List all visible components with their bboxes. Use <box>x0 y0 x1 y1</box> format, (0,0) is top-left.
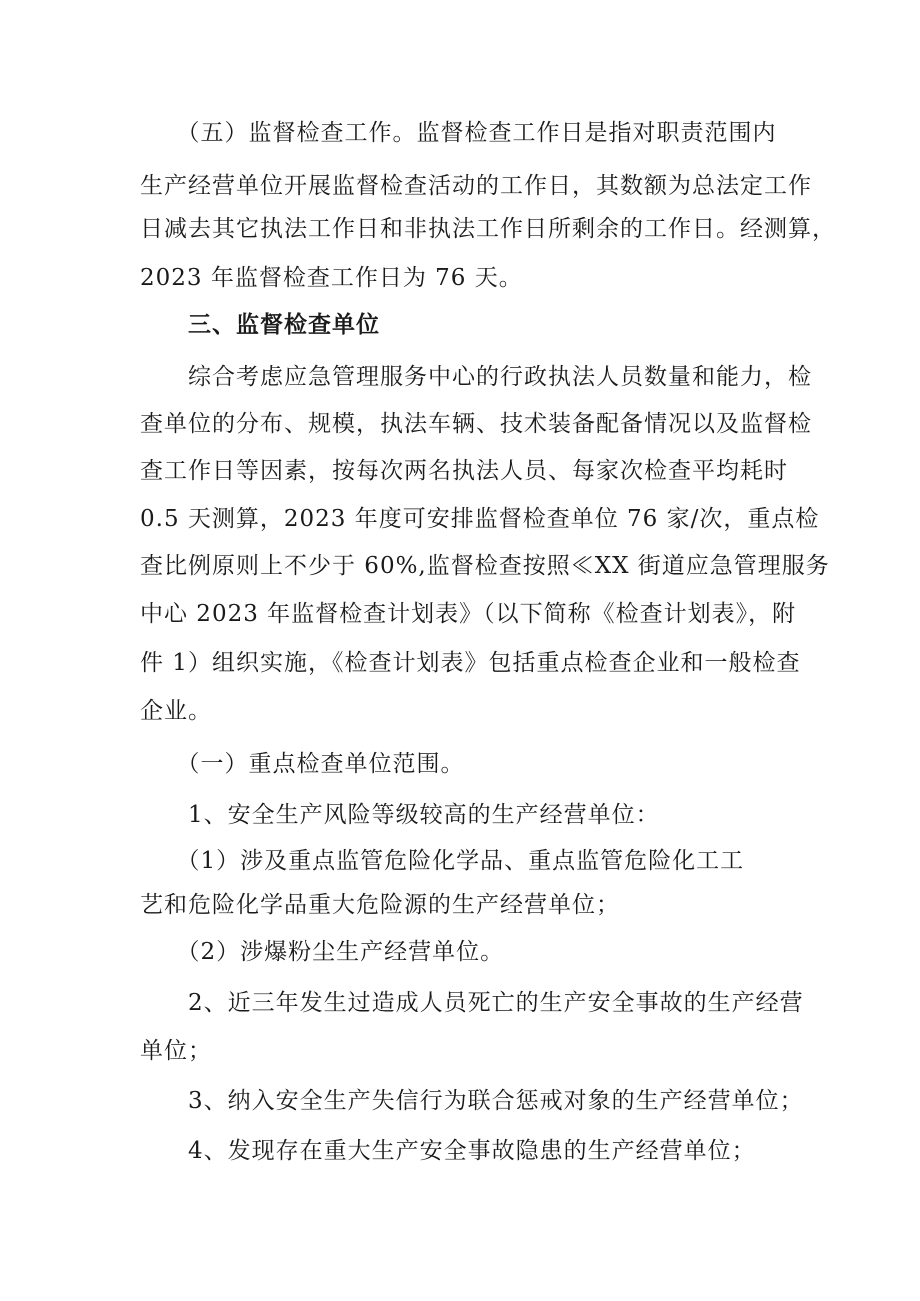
section-body-line-4: 0.5 天测算，2023 年度可安排监督检查单位 76 家/次，重点检 <box>140 506 820 532</box>
item-1-sub-2: （2）涉爆粉尘生产经营单位。 <box>140 939 505 965</box>
item-2-line-1: 2、近三年发生过造成人员死亡的生产安全事故的生产经营 <box>140 990 804 1016</box>
item-4: 4、发现存在重大生产安全事故隐患的生产经营单位； <box>140 1138 756 1164</box>
paragraph-5-line-2: 生产经营单位开展监督检查活动的工作日，其数额为总法定工作 <box>140 173 812 199</box>
section-body-line-2: 查单位的分布、规模，执法车辆、技术装备配备情况以及监督检 <box>140 411 812 437</box>
paragraph-5-line-3: 日减去其它执法工作日和非执法工作日所剩余的工作日。经测算， <box>140 216 836 242</box>
paragraph-5-line-4: 2023 年监督检查工作日为 76 天。 <box>140 265 523 291</box>
subsection-heading: （一）重点检查单位范围。 <box>140 751 465 777</box>
item-1-sub-1-line-2: 艺和危险化学品重大危险源的生产经营单位； <box>140 892 620 918</box>
item-2-line-2: 单位； <box>140 1038 212 1064</box>
item-1: 1、安全生产风险等级较高的生产经营单位： <box>140 802 660 828</box>
section-body-line-3: 查工作日等因素，按每次两名执法人员、每家次检查平均耗时 <box>140 458 788 484</box>
section-body-line-8: 企业。 <box>140 698 212 724</box>
item-1-sub-1-line-1: （1）涉及重点监管危险化学品、重点监管危险化工工 <box>140 848 745 874</box>
paragraph-5-line-1: （五）监督检查工作。监督检查工作日是指对职责范围内 <box>140 120 777 146</box>
section-body-line-5: 查比例原则上不少于 60%,监督检查按照≪XX 街道应急管理服务 <box>140 553 830 579</box>
item-3: 3、纳入安全生产失信行为联合惩戒对象的生产经营单位； <box>140 1088 804 1114</box>
section-heading: 三、监督检查单位 <box>140 312 380 338</box>
section-body-line-6: 中心 2023 年监督检查计划表》（以下简称《检查计划表》，附 <box>140 601 797 627</box>
section-body-line-7: 件 1）组织实施，《检查计划表》包括重点检查企业和一般检查 <box>140 650 801 676</box>
section-body-line-1: 综合考虑应急管理服务中心的行政执法人员数量和能力，检 <box>140 364 812 390</box>
